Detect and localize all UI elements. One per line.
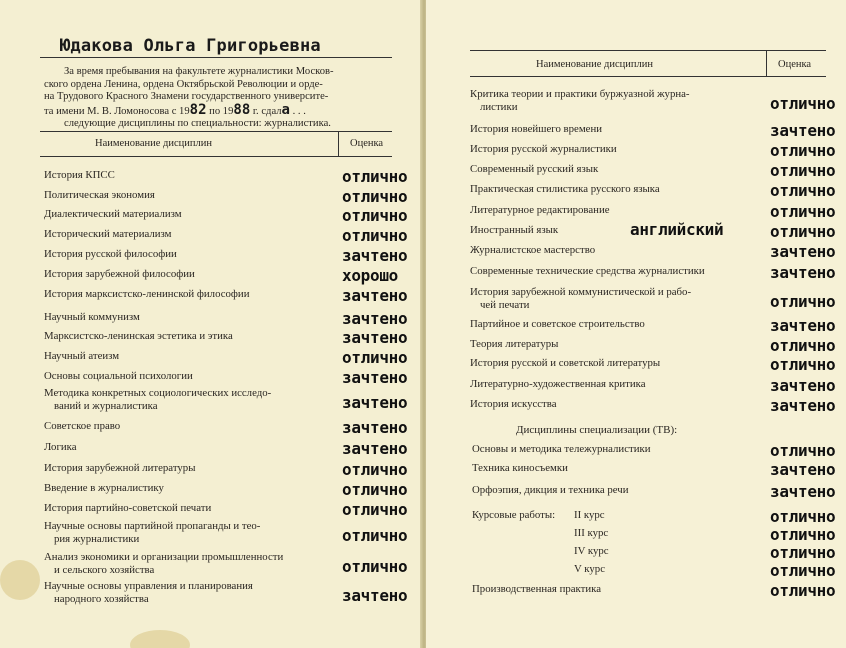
discipline-name: Орфоэпия, дикция и техника речи [472,484,629,496]
grade-value: зачтено [342,439,408,458]
discipline-row [44,420,334,433]
grade-value: зачтено [342,328,408,347]
grade-value: отлично [770,141,836,160]
grade-value: зачтено [770,242,836,261]
discipline-name: III курс [574,527,609,539]
discipline-row [44,311,334,324]
discipline-row [470,265,770,278]
grade-value: зачтено [342,418,408,437]
discipline-name: Журналистское мастерство [470,244,596,256]
discipline-name-continued: народного хозяйства [54,592,149,605]
grade-value: зачтено [342,309,408,328]
discipline-row [470,286,770,311]
discipline-row [470,163,770,176]
discipline-name: История партийно-советской печати [44,502,212,514]
paper-stain [0,560,40,600]
column-header-discipline: Наименование дисциплин [95,138,212,149]
discipline-name: Иностранный язык [470,224,559,236]
discipline-row [470,357,770,370]
column-header-grade: Оценка [350,138,384,149]
discipline-row [574,545,764,558]
grade-value: отлично [342,557,408,576]
discipline-name: История русской философии [44,248,177,260]
intro-line: ского ордена Ленина, ордена Октябрьской Революции и орде- [44,78,323,90]
grade-value: зачтено [770,316,836,335]
intro-text [44,66,412,131]
discipline-name: История КПСС [44,169,115,181]
discipline-name: Исторический материализм [44,228,172,240]
discipline-row [44,462,334,475]
grade-value: отлично [770,507,836,526]
grade-value: отлично [342,167,408,186]
grade-value: зачтено [770,482,836,501]
year-from: 82 [189,101,207,118]
grade-value: зачтено [770,376,836,395]
discipline-row [470,88,770,113]
grade-value: отлично [342,206,408,225]
discipline-name: Литературное редактирование [470,204,610,216]
grade-value: отлично [770,292,836,311]
left-page [0,0,422,648]
discipline-row [44,441,334,454]
coursework-label: Курсовые работы: [472,509,556,521]
discipline-name: История марксистско-ленинской философии [44,288,250,300]
grade-value: отлично [770,441,836,460]
discipline-name-continued: листики [480,100,518,113]
discipline-name: История зарубежной коммунистической и рабо- [470,286,692,298]
grade-value: отлично [770,336,836,355]
grade-value: отлично [342,500,408,519]
intro-text-part: по 19 [209,105,234,117]
header-bottom-rule [40,156,392,157]
discipline-name-continued: рия журналистики [54,532,140,545]
discipline-name: Методика конкретных социологических исследо- [44,387,272,399]
discipline-row [574,527,764,540]
discipline-name: Диалектический материализм [44,208,182,220]
paper-stain [130,630,190,648]
discipline-name: Политическая экономия [44,189,155,201]
discipline-row [470,378,770,391]
grade-value: зачтено [770,460,836,479]
discipline-row [470,244,770,257]
discipline-row [44,580,334,605]
discipline-name: II курс [574,509,605,521]
intro-line-dates: та имени М. В. Ломоносова с 1982 по 1988 г. сдала . . . [44,101,306,118]
language-value: английский [630,220,724,239]
grade-value: отлично [342,348,408,367]
discipline-row [470,318,770,331]
discipline-row [470,338,770,351]
grade-value: зачтено [770,121,836,140]
discipline-row [574,563,764,576]
discipline-name: Советское право [44,420,121,432]
discipline-name: Партийное и советское строительство [470,318,645,330]
year-to: 88 [233,101,251,118]
grade-value: отлично [770,161,836,180]
discipline-name: Современный русский язык [470,163,599,175]
discipline-row [44,268,334,281]
discipline-row [470,183,770,196]
intro-line: следующие дисциплины по специальности: журналистика. [64,118,331,130]
discipline-name: История новейшего времени [470,123,603,135]
discipline-row [44,169,334,182]
discipline-name: Основы социальной психологии [44,370,193,382]
discipline-row [470,143,770,156]
grade-value: отлично [342,187,408,206]
intro-text-part: та имени М. В. Ломоносова с 19 [44,105,190,117]
column-header-grade: Оценка [778,59,812,70]
discipline-name: История искусства [470,398,557,410]
discipline-name-continued: ваний и журналистика [54,399,158,412]
student-name: Юдакова Ольга Григорьевна [60,36,321,56]
discipline-row [472,443,772,456]
discipline-row [44,248,334,261]
grade-value: отлично [770,525,836,544]
discipline-row [44,387,334,412]
discipline-name-continued: чей печати [480,298,530,311]
discipline-name: Введение в журналистику [44,482,164,494]
discipline-row [472,484,772,497]
intro-line: За время пребывания на факультете журналистики Москов- [64,66,334,77]
grade-value: отлично [342,480,408,499]
discipline-row [470,224,770,237]
grade-value: зачтено [342,368,408,387]
discipline-name: История русской и советской литературы [470,357,661,369]
grade-value: отлично [342,526,408,545]
grade-value: отлично [770,561,836,580]
grade-value: отлично [770,202,836,221]
discipline-row [44,330,334,343]
discipline-row [44,208,334,221]
discipline-row [44,551,334,576]
discipline-name: Анализ экономики и организации промышленности [44,551,284,563]
discipline-name: Научные основы управления и планирования [44,580,253,592]
grade-value: отлично [770,94,836,113]
discipline-row [44,228,334,241]
grade-value: отлично [770,355,836,374]
discipline-name: V курс [574,563,605,575]
grade-value: зачтено [342,586,408,605]
discipline-row [574,509,764,522]
discipline-name: История зарубежной литературы [44,462,196,474]
discipline-name: Техника киносъемки [472,462,568,474]
discipline-row [44,370,334,383]
discipline-name: Марксистско-ленинская эстетика и этика [44,330,233,342]
name-underline [40,57,392,58]
discipline-name: Современные технические средства журналистики [470,265,705,277]
grade-value: зачтено [342,246,408,265]
discipline-row [44,189,334,202]
discipline-name: Логика [44,441,77,453]
grade-value: зачтено [342,286,408,305]
discipline-row [472,462,772,475]
grade-value: хорошо [342,266,398,285]
discipline-name-continued: и сельского хозяйства [54,563,155,576]
discipline-name: История зарубежной философии [44,268,195,280]
grade-value: зачтено [342,393,408,412]
discipline-name: Научный атеизм [44,350,120,362]
discipline-name: Основы и методика тележурналистики [472,443,651,455]
header-divider [338,131,339,156]
specialization-heading: Дисциплины специализации (ТВ): [516,424,678,436]
discipline-name: История русской журналистики [470,143,617,155]
header-divider [766,50,767,76]
table-top-rule [470,50,826,51]
grade-value: отлично [342,226,408,245]
discipline-name: IV курс [574,545,609,557]
discipline-row [470,123,770,136]
sdal-suffix: а [281,101,290,118]
grade-value: отлично [770,222,836,241]
discipline-name: Критика теории и практики буржуазной журна- [470,88,690,100]
discipline-name: Литературно-художественная критика [470,378,646,390]
header-bottom-rule [470,76,826,77]
discipline-name: Научный коммунизм [44,311,140,323]
grade-value: отлично [770,543,836,562]
discipline-row [44,288,334,301]
discipline-name: Теория литературы [470,338,559,350]
discipline-row [470,204,770,217]
intro-text-part: г. сдал [252,105,282,117]
discipline-row [470,398,770,411]
discipline-name: Практическая стилистика русского языка [470,183,660,195]
discipline-row [44,520,334,545]
discipline-name: Производственная практика [472,583,602,595]
discipline-row [44,502,334,515]
column-header-discipline: Наименование дисциплин [536,59,653,70]
grade-value: отлично [770,581,836,600]
discipline-row [44,482,334,495]
grade-value: отлично [342,460,408,479]
discipline-row [472,583,772,596]
intro-line: на Трудового Красного Знамени государственного университе- [44,91,329,103]
grade-value: зачтено [770,396,836,415]
grade-value: зачтено [770,263,836,282]
discipline-row [44,350,334,363]
grade-value: отлично [770,181,836,200]
right-page [426,0,846,648]
discipline-name: Научные основы партийной пропаганды и тео- [44,520,261,532]
table-top-rule [40,131,392,132]
